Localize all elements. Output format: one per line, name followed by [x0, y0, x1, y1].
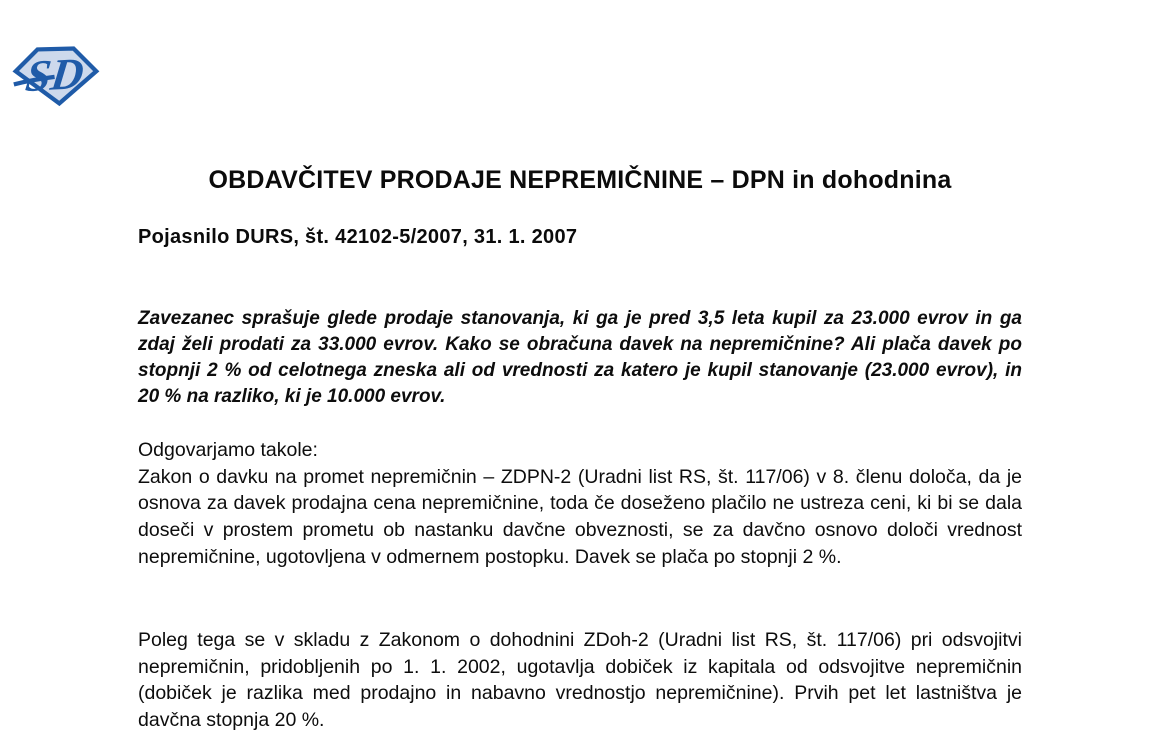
- document-content: [138, 0, 1022, 743]
- logo-text: SD: [23, 48, 87, 102]
- answer-paragraph-2: Poleg tega se v skladu z Zakonom o dohodnini ZDoh-2 (Uradni list RS, št. 117/06) pri odsvojitvi nepremičnin, pridobljenih po 1. 1. 2002, ugotavlja dobiček iz kapitala od odsvojitve nepremičnin (dobiček je razlika med prodajno in nabavno vrednostjo nepremičnine). Prvih pet let lastništva je davčna stopnja 20 %.: [138, 629, 1022, 732]
- answer-intro-line: Odgovarjamo takole:: [138, 439, 318, 461]
- answer-block: [138, 437, 1022, 571]
- taxpayer-question-paragraph: Zavezanec sprašuje glede prodaje stanovanja, ki ga je pred 3,5 leta kupil za 23.000 evrov in ga zdaj želi prodati za 33.000 evrov. Kako se obračuna davek na nepremičnine? Ali plača davek po stopnji 2 % od celotnega zneska ali od vrednosti za katero je kupil stanovanje (23.000 evrov), in 20 % na razliko, ki je 10.000 evrov.: [138, 308, 1022, 407]
- sd-diamond-logo: [11, 43, 101, 107]
- document-reference: Pojasnilo DURS, št. 42102-5/2007, 31. 1. 2007: [138, 226, 578, 248]
- document-title: OBDAVČITEV PRODAJE NEPREMIČNINE – DPN in dohodnina: [208, 166, 952, 194]
- answer-paragraph-1: Zakon o davku na promet nepremičnin – ZDPN-2 (Uradni list RS, št. 117/06) v 8. členu določa, da je osnova za davek prodajna cena nepremičnine, toda če doseženo plačilo ne ustreza ceni, ki bi se dala doseči v prostem prometu ob nastanku davčne obveznosti, se za davčno osnovo določi vrednost nepremičnine, ugotovljena v odmernem postopku. Davek se plača po stopnji 2 %.: [138, 465, 1022, 568]
